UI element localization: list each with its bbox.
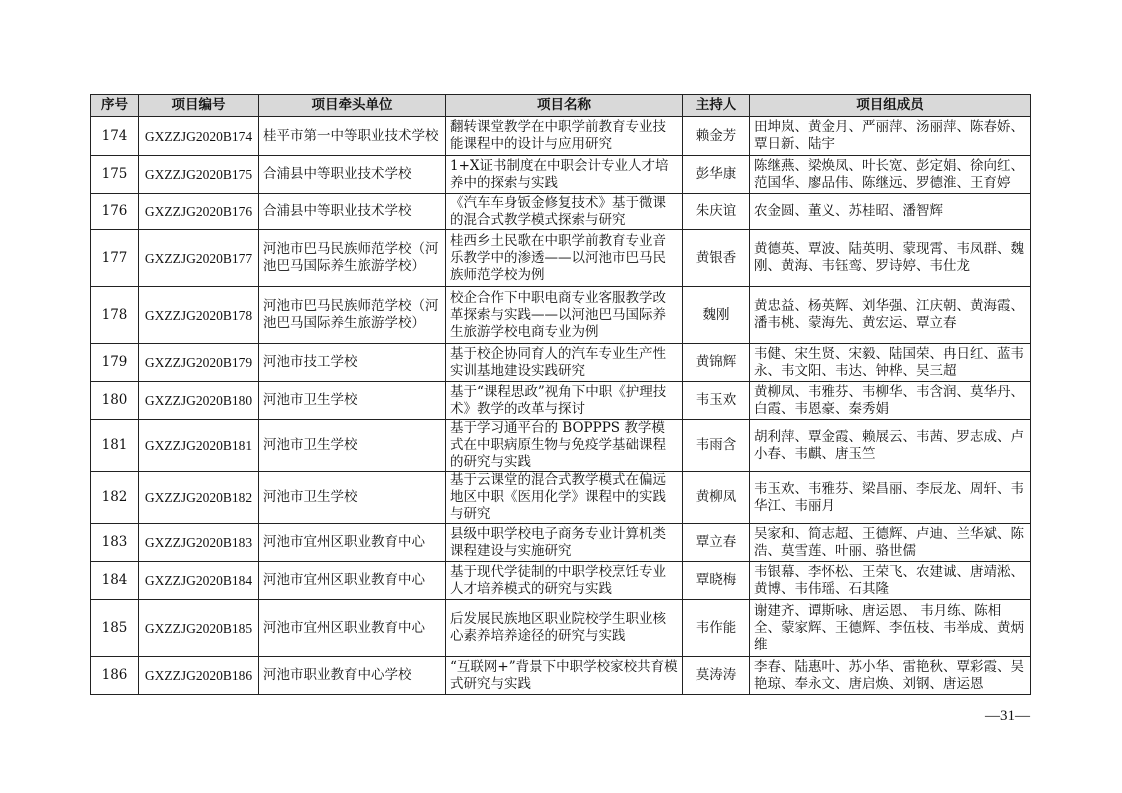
cell-index: 181 — [91, 420, 139, 472]
cell-lead-unit: 河池市宜州区职业教育中心 — [259, 524, 446, 562]
cell-index: 179 — [91, 344, 139, 382]
cell-project-code: GXZZJG2020B178 — [139, 287, 259, 344]
cell-members: 谢建齐、谭斯咏、唐运恩、 韦月练、陈相全、蒙家辉、王德辉、李伍枝、韦举成、黄炳维 — [750, 600, 1031, 657]
cell-lead-unit: 河池市宜州区职业教育中心 — [259, 562, 446, 600]
cell-lead-unit: 河池市巴马民族师范学校（河池巴马国际养生旅游学校） — [259, 287, 446, 344]
header-index: 序号 — [91, 95, 139, 117]
cell-leader: 黄柳凤 — [683, 472, 750, 524]
cell-index: 177 — [91, 230, 139, 287]
cell-lead-unit: 河池市卫生学校 — [259, 472, 446, 524]
cell-leader: 覃晓梅 — [683, 562, 750, 600]
cell-project-name: 基于校企协同育人的汽车专业生产性实训基地建设实践研究 — [446, 344, 683, 382]
cell-project-name: 基于“课程思政”视角下中职《护理技术》教学的改革与探讨 — [446, 382, 683, 420]
cell-lead-unit: 桂平市第一中等职业技术学校 — [259, 117, 446, 156]
cell-project-code: GXZZJG2020B185 — [139, 600, 259, 657]
cell-project-code: GXZZJG2020B184 — [139, 562, 259, 600]
cell-leader: 黄银香 — [683, 230, 750, 287]
cell-project-code: GXZZJG2020B179 — [139, 344, 259, 382]
cell-lead-unit: 合浦县中等职业技术学校 — [259, 156, 446, 194]
cell-project-name: 县级中职学校电子商务专业计算机类课程建设与实施研究 — [446, 524, 683, 562]
cell-lead-unit: 合浦县中等职业技术学校 — [259, 194, 446, 230]
cell-index: 175 — [91, 156, 139, 194]
cell-project-name: 校企合作下中职电商专业客服教学改革探索与实践——以河池巴马国际养生旅游学校电商专业为例 — [446, 287, 683, 344]
table-body — [91, 117, 1031, 695]
table-row — [91, 657, 1031, 695]
table-row — [91, 194, 1031, 230]
cell-project-name: 《汽车车身钣金修复技术》基于微课的混合式教学模式探索与研究 — [446, 194, 683, 230]
cell-members: 黄德英、覃波、陆英明、蒙现霄、韦凤群、魏刚、黄海、韦钰鸾、罗诗婷、韦仕龙 — [750, 230, 1031, 287]
cell-project-code: GXZZJG2020B174 — [139, 117, 259, 156]
table-row — [91, 156, 1031, 194]
header-members: 项目组成员 — [750, 95, 1031, 117]
cell-leader: 朱庆谊 — [683, 194, 750, 230]
cell-index: 176 — [91, 194, 139, 230]
header-leader: 主持人 — [683, 95, 750, 117]
cell-members: 田坤岚、黄金月、严丽萍、汤丽萍、陈春娇、覃日新、陆宇 — [750, 117, 1031, 156]
cell-leader: 彭华康 — [683, 156, 750, 194]
cell-leader: 魏刚 — [683, 287, 750, 344]
cell-project-name: 翻转课堂教学在中职学前教育专业技能课程中的设计与应用研究 — [446, 117, 683, 156]
cell-project-code: GXZZJG2020B176 — [139, 194, 259, 230]
cell-index: 184 — [91, 562, 139, 600]
cell-project-code: GXZZJG2020B186 — [139, 657, 259, 695]
cell-project-code: GXZZJG2020B177 — [139, 230, 259, 287]
cell-leader: 莫涛涛 — [683, 657, 750, 695]
cell-leader: 韦玉欢 — [683, 382, 750, 420]
table-row — [91, 287, 1031, 344]
cell-project-name: 基于云课堂的混合式教学模式在偏远地区中职《医用化学》课程中的实践与研究 — [446, 472, 683, 524]
header-project-code: 项目编号 — [139, 95, 259, 117]
cell-index: 185 — [91, 600, 139, 657]
cell-lead-unit: 河池市职业教育中心学校 — [259, 657, 446, 695]
table-row — [91, 382, 1031, 420]
table-header-row — [91, 95, 1031, 117]
cell-project-code: GXZZJG2020B181 — [139, 420, 259, 472]
cell-lead-unit: 河池市宜州区职业教育中心 — [259, 600, 446, 657]
cell-members: 韦健、宋生贤、宋毅、陆国荣、冉日红、蓝韦永、韦文阳、韦达、钟桦、吴三超 — [750, 344, 1031, 382]
table-row — [91, 344, 1031, 382]
cell-leader: 韦雨含 — [683, 420, 750, 472]
cell-members: 李春、陆惠叶、苏小华、雷艳秋、覃彩霞、吴艳琼、奉永文、唐启焕、刘钢、唐运恩 — [750, 657, 1031, 695]
cell-index: 180 — [91, 382, 139, 420]
cell-leader: 覃立春 — [683, 524, 750, 562]
cell-members: 吴家和、简志超、王德辉、卢迪、兰华斌、陈浩、莫雪莲、叶丽、骆世儒 — [750, 524, 1031, 562]
cell-members: 胡利萍、覃金霞、赖展云、韦茜、罗志成、卢小春、韦麒、唐玉竺 — [750, 420, 1031, 472]
cell-members: 韦银幕、李怀松、王荣飞、农建诚、唐靖淞、黄博、韦伟瑶、石其隆 — [750, 562, 1031, 600]
cell-leader: 韦作能 — [683, 600, 750, 657]
cell-index: 186 — [91, 657, 139, 695]
cell-members: 韦玉欢、韦雅芬、梁昌丽、李辰龙、周轩、韦华江、韦丽月 — [750, 472, 1031, 524]
cell-members: 黄柳凤、韦雅芬、韦柳华、韦含润、莫华丹、白霞、韦恩豪、秦秀娟 — [750, 382, 1031, 420]
cell-index: 182 — [91, 472, 139, 524]
cell-project-name: 桂西乡土民歌在中职学前教育专业音乐教学中的渗透——以河池市巴马民族师范学校为例 — [446, 230, 683, 287]
cell-project-name: 基于学习通平台的 BOPPPS 教学模式在中职病原生物与免疫学基础课程的研究与实践 — [446, 420, 683, 472]
page-number: —31— — [985, 708, 1030, 724]
cell-lead-unit: 河池市卫生学校 — [259, 382, 446, 420]
cell-index: 174 — [91, 117, 139, 156]
table-row — [91, 420, 1031, 472]
cell-leader: 黄锦辉 — [683, 344, 750, 382]
table-row — [91, 524, 1031, 562]
cell-project-name: 后发展民族地区职业院校学生职业核心素养培养途径的研究与实践 — [446, 600, 683, 657]
header-lead-unit: 项目牵头单位 — [259, 95, 446, 117]
project-table — [90, 94, 1031, 695]
cell-lead-unit: 河池市卫生学校 — [259, 420, 446, 472]
cell-project-code: GXZZJG2020B175 — [139, 156, 259, 194]
header-project-name: 项目名称 — [446, 95, 683, 117]
cell-project-name: 1+X证书制度在中职会计专业人才培养中的探索与实践 — [446, 156, 683, 194]
cell-project-code: GXZZJG2020B182 — [139, 472, 259, 524]
cell-project-name: “互联网+”背景下中职学校家校共育模式研究与实践 — [446, 657, 683, 695]
cell-project-code: GXZZJG2020B180 — [139, 382, 259, 420]
cell-index: 178 — [91, 287, 139, 344]
cell-lead-unit: 河池市巴马民族师范学校（河池巴马国际养生旅游学校） — [259, 230, 446, 287]
table-row — [91, 600, 1031, 657]
table-row — [91, 562, 1031, 600]
cell-index: 183 — [91, 524, 139, 562]
table-row — [91, 117, 1031, 156]
table-row — [91, 472, 1031, 524]
cell-leader: 赖金芳 — [683, 117, 750, 156]
cell-members: 农金圆、董义、苏桂昭、潘智辉 — [750, 194, 1031, 230]
table-row — [91, 230, 1031, 287]
cell-project-code: GXZZJG2020B183 — [139, 524, 259, 562]
cell-members: 黄忠益、杨英辉、刘华强、江庆朝、黄海霞、潘韦桃、蒙海先、黄宏运、覃立春 — [750, 287, 1031, 344]
cell-project-name: 基于现代学徒制的中职学校烹饪专业人才培养模式的研究与实践 — [446, 562, 683, 600]
cell-members: 陈继燕、梁焕凤、叶长宽、彭定娟、徐向红、范国华、廖品伟、陈继远、罗德淮、王育婷 — [750, 156, 1031, 194]
cell-lead-unit: 河池市技工学校 — [259, 344, 446, 382]
